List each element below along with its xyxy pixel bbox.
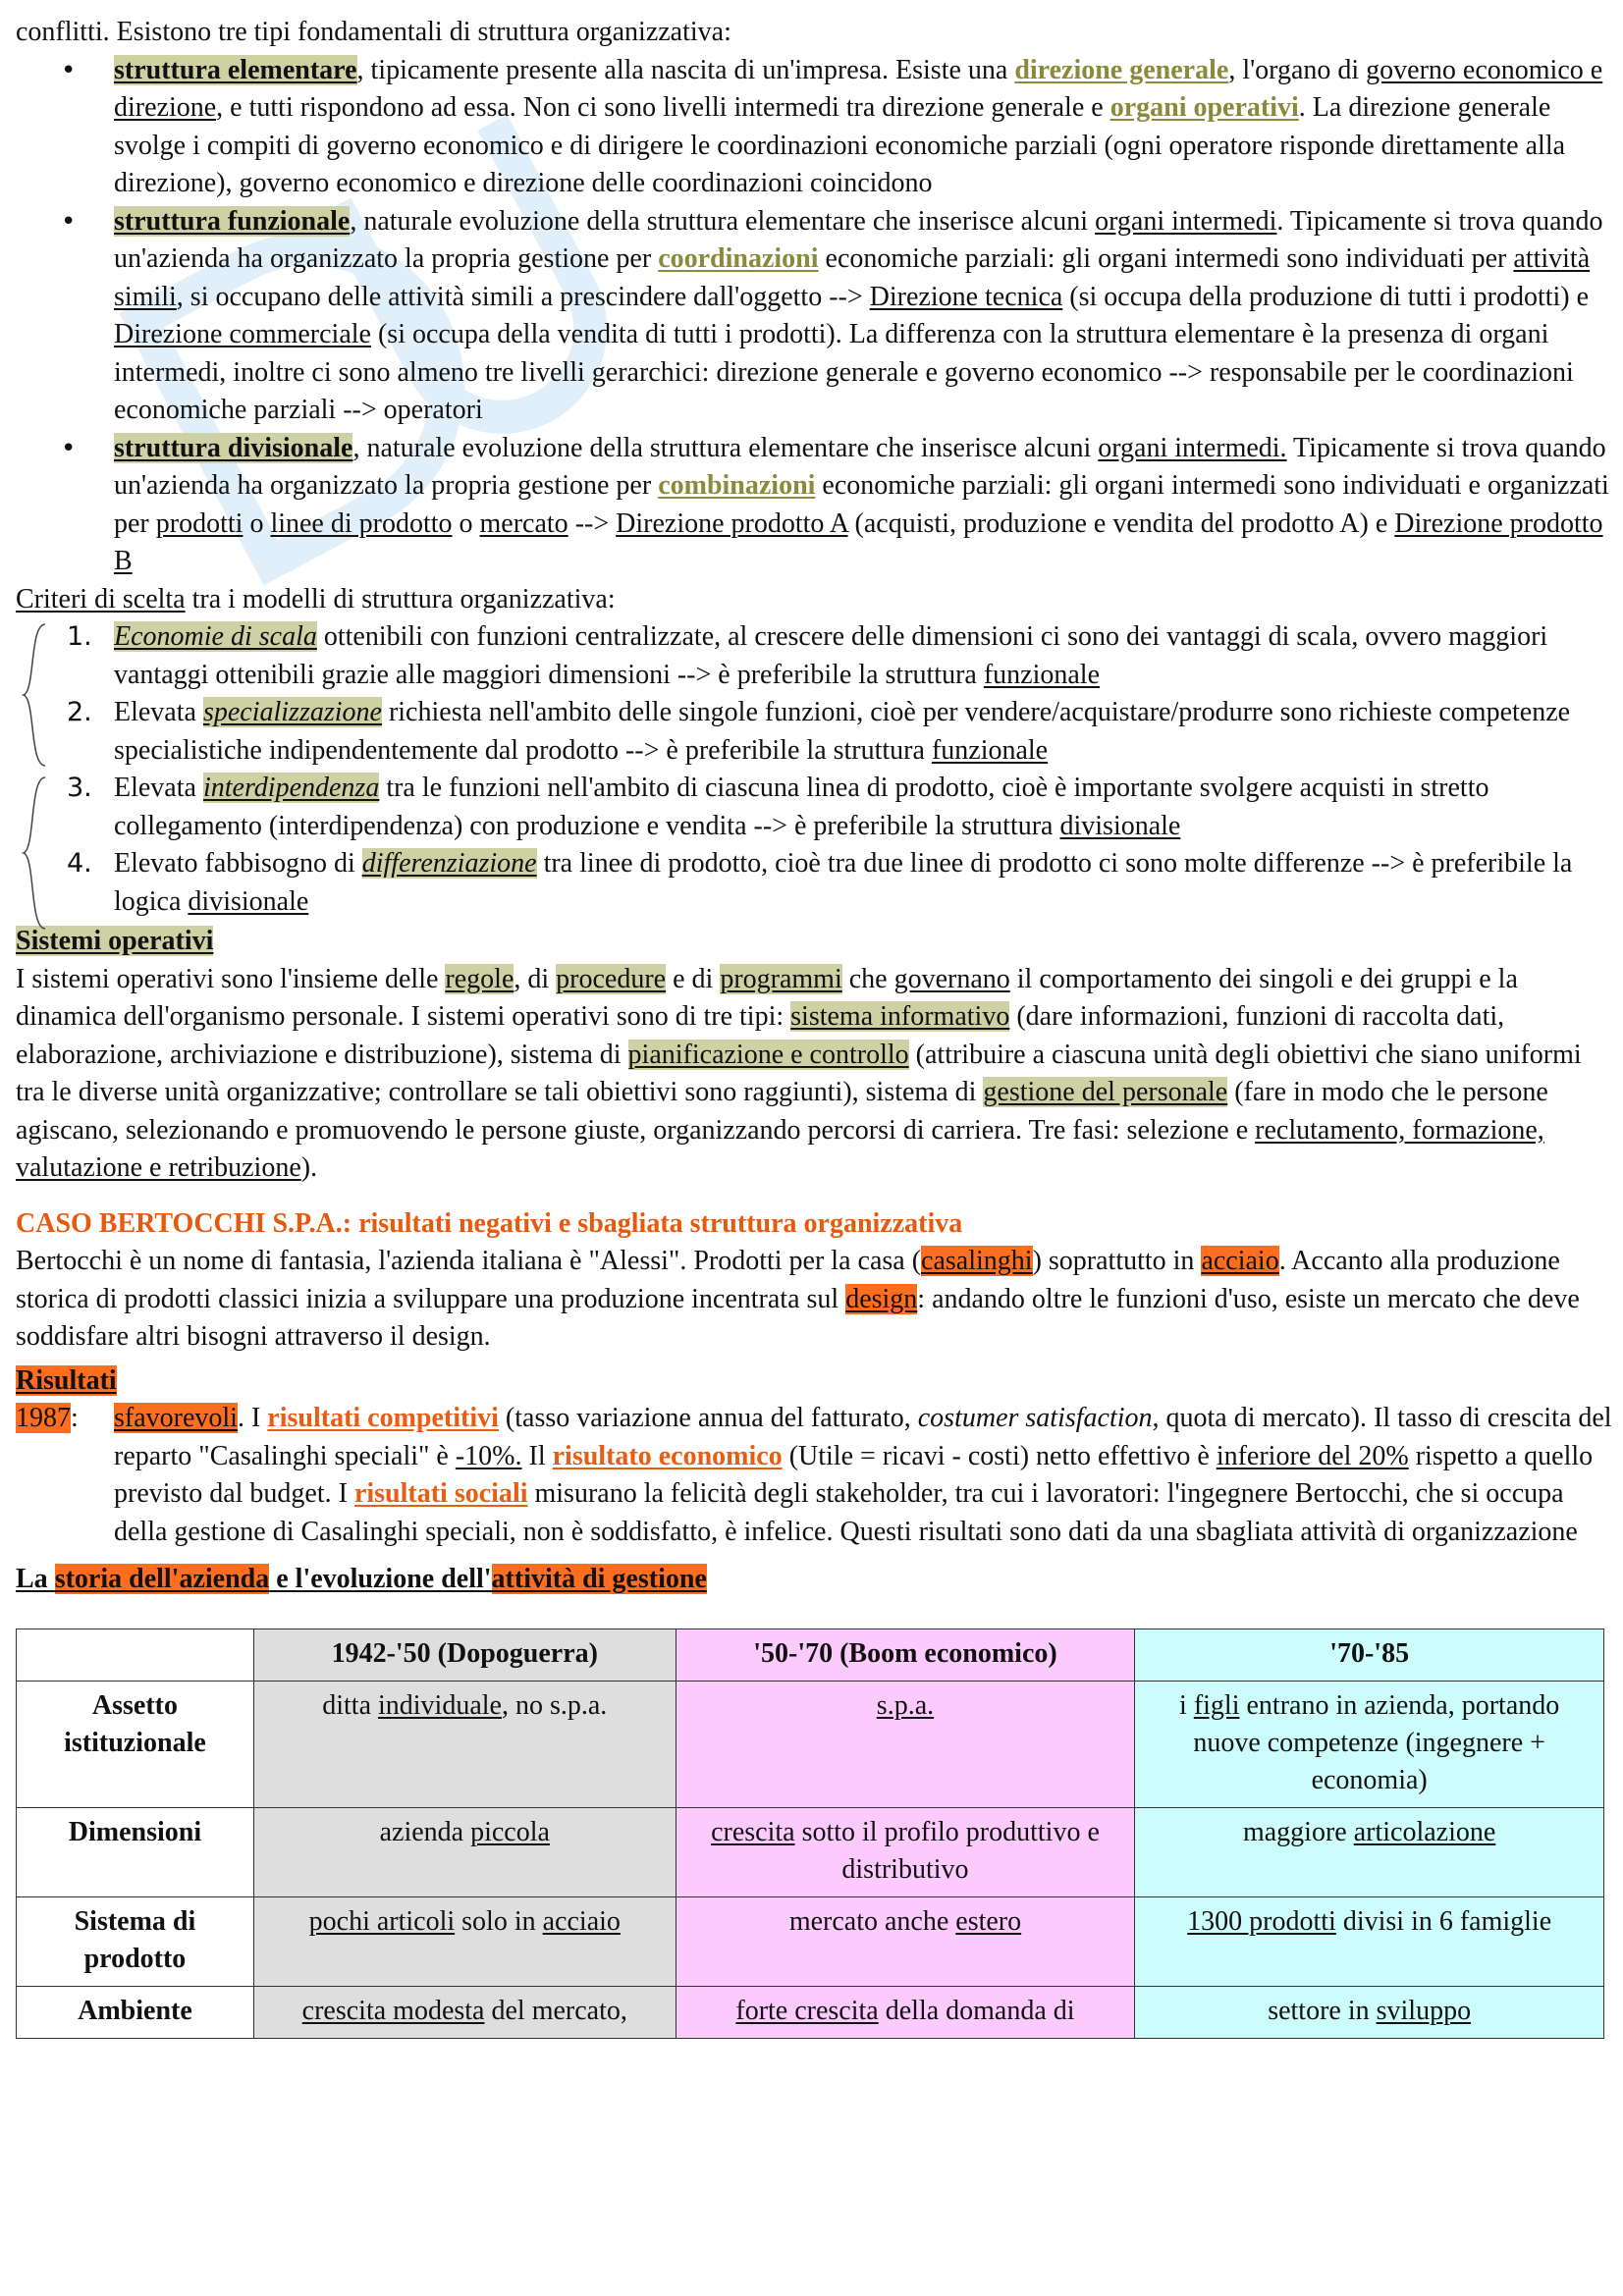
term-struttura-funzionale: struttura funzionale xyxy=(114,205,351,237)
criterio-specializzazione: 2. Elevata specializzazione richiesta nell'ambito delle singole funzioni, cioè per vendere/acquistare/produrre sono richieste competenze specialistiche indipendentemente dal prodotto --> è preferibile la struttura funzionale xyxy=(67,697,1571,766)
table-row xyxy=(17,1681,1604,1807)
sistemi-heading: Sistemi operativi xyxy=(16,926,214,956)
table-cell: crescita sotto il profilo produttivo e distributivo xyxy=(676,1807,1135,1896)
table-cell: 1300 prodotti divisi in 6 famiglie xyxy=(1135,1896,1604,1986)
table-row xyxy=(17,1807,1604,1896)
table-cell: azienda piccola xyxy=(253,1807,676,1896)
document-page xyxy=(16,14,1616,2039)
criterio-economie-di-scala: 1. Economie di scala ottenibili con funzioni centralizzate, al crescere delle dimensioni ci sono dei vantaggi di scala, ovvero maggiori vantaggi ottenibili grazie alle maggiori dimensioni --> è preferibile la struttura funzionale xyxy=(67,621,1548,690)
link-risultati-competitivi[interactable]: risultati competitivi xyxy=(267,1403,499,1433)
row-label: Dimensioni xyxy=(17,1807,254,1896)
link-risultati-sociali[interactable]: risultati sociali xyxy=(353,1478,528,1509)
structure-types-list xyxy=(16,52,1616,581)
table-row xyxy=(17,1986,1604,2038)
table-header: 1942-'50 (Dopoguerra) xyxy=(253,1629,676,1681)
bullet-struttura-divisionale: • struttura divisionale, naturale evoluzione della struttura elementare che inserisce alcuni organi intermedi. Tipicamente si trova quando un'azienda ha organizzato la propria gestione per combinazioni economiche parziali: gli organi intermedi sono individuati e organizzati per prodotti o linee di prodotto o mercato --> Direzione prodotto A (acquisti, produzione e vendita del prodotto A) e Direzione prodotto B xyxy=(16,430,1616,581)
table-header: '50-'70 (Boom economico) xyxy=(676,1629,1135,1681)
term-struttura-elementare: struttura elementare xyxy=(114,54,357,85)
row-label: Sistema di prodotto xyxy=(17,1896,254,1986)
table-corner-cell xyxy=(17,1629,254,1681)
table-cell: pochi articoli solo in acciaio xyxy=(253,1896,676,1986)
intro-line: conflitti. Esistono tre tipi fondamentali di struttura organizzativa: xyxy=(16,17,731,47)
table-header-row xyxy=(17,1629,1604,1681)
sistemi-paragraph: I sistemi operativi sono l'insieme delle regole, di procedure e di programmi che governano il comportamento dei singoli e dei gruppi e la dinamica dell'organismo personale. I sistemi operativi sono di tre tipi: sistema informativo (dare informazioni, funzioni di raccolta dati, elaborazione, archiviazione e distribuzione), sistema di pianificazione e controllo (attribuire a ciascuna unità degli obiettivi che siano uniformi tra le diverse unità organizzative; controllare se tali obiettivi sono raggiunti), sistema di gestione del personale (fare in modo che le persone agiscano, selezionando e promuovendo le persone giuste, organizzando percorsi di carriera. Tre fasi: selezione e reclutamento, formazione, valutazione e retribuzione). xyxy=(16,963,1582,1183)
table-header: '70-'85 xyxy=(1135,1629,1604,1681)
criterio-differenziazione: 4. Elevato fabbisogno di differenziazione tra linee di prodotto, cioè tra due linee di prodotto ci sono molte differenze --> è preferibile la logica divisionale xyxy=(67,848,1573,917)
row-label: Ambiente xyxy=(17,1986,254,2038)
row-label: Assetto istituzionale xyxy=(17,1681,254,1807)
caso-title: CASO BERTOCCHI S.P.A.: risultati negativi e sbagliata struttura organizzativa xyxy=(16,1207,963,1239)
bullet-struttura-elementare: • struttura elementare, tipicamente presente alla nascita di un'impresa. Esiste una direzione generale, l'organo di governo economico e direzione, e tutti rispondono ad essa. Non ci sono livelli intermedi tra direzione generale e organi operativi. La direzione generale svolge i compiti di governo economico e di dirigere le coordinazioni economiche parziali (ogni operatore risponde direttamente alla direzione), governo economico e direzione delle coordinazioni coincidono xyxy=(16,52,1616,203)
term-struttura-divisionale: struttura divisionale xyxy=(114,432,353,463)
criterio-interdipendenza: 3. Elevata interdipendenza tra le funzioni nell'ambito di ciascuna linea di prodotto, cioè è importante svolgere acquisti in stretto collegamento (interdipendenza) con produzione e vendita --> è preferibile la struttura divisionale xyxy=(67,773,1489,841)
table-row xyxy=(17,1896,1604,1986)
table-cell: mercato anche estero xyxy=(676,1896,1135,1986)
year-1987: 1987 xyxy=(16,1403,71,1433)
bullet-struttura-funzionale: • struttura funzionale, naturale evoluzione della struttura elementare che inserisce alcuni organi intermedi. Tipicamente si trova quando un'azienda ha organizzato la propria gestione per coordinazioni economiche parziali: gli organi intermedi sono individuati per attività simili, si occupano delle attività simili a prescindere dall'oggetto --> Direzione tecnica (si occupa della produzione di tutti i prodotti) e Direzione commerciale (si occupa della vendita di tutti i prodotti). La differenza con la struttura elementare è la presenza di organi intermedi, inoltre ci sono almeno tre livelli gerarchici: direzione generale e governo economico --> responsabile per le coordinazioni economiche parziali --> operatori xyxy=(16,203,1616,430)
evolution-table xyxy=(16,1629,1604,2039)
table-cell: maggiore articolazione xyxy=(1135,1807,1604,1896)
table-cell: ditta individuale, no s.p.a. xyxy=(253,1681,676,1807)
link-coordinazioni[interactable]: coordinazioni xyxy=(658,243,819,274)
link-organi-operativi[interactable]: organi operativi xyxy=(1109,92,1299,123)
link-risultato-economico[interactable]: risultato economico xyxy=(552,1440,783,1471)
table-cell: i figli entrano in azienda, portando nuove competenze (ingegnere + economia) xyxy=(1135,1681,1604,1807)
risultati-heading: Risultati xyxy=(16,1364,117,1396)
criteri-block xyxy=(16,618,1616,921)
table-cell: forte crescita della domanda di xyxy=(676,1986,1135,2038)
caso-paragraph: Bertocchi è un nome di fantasia, l'azienda italiana è "Alessi". Prodotti per la casa (casalinghi) soprattutto in acciaio. Accanto alla produzione storica di prodotti classici inizia a sviluppare una produzione incentrata sul design: andando oltre le funzioni d'uso, esiste un mercato che deve soddisfare altri bisogni attraverso il design. xyxy=(16,1246,1580,1352)
table-cell: crescita modesta del mercato, xyxy=(253,1986,676,2038)
criteri-heading: Criteri di scelta tra i modelli di struttura organizzativa: xyxy=(16,583,616,614)
risultati-1987: 1987: sfavorevoli. I risultati competitivi (tasso variazione annua del fatturato, costumer satisfaction, quota di mercato). Il tasso di crescita del reparto "Casalinghi speciali" è -10%. Il risultato economico (Utile = ricavi - costi) netto effettivo è inferiore del 20% rispetto a quello previsto dal budget. I risultati sociali misurano la felicità degli stakeholder, tra cui i lavoratori: l'ingegnere Bertocchi, che si occupa della gestione di Casalinghi speciali, non è soddisfatto, è infelice. Questi risultati sono dati da una sbagliata attività di organizzazione xyxy=(16,1403,1612,1547)
link-combinazioni[interactable]: combinazioni xyxy=(658,470,816,501)
table-cell: settore in sviluppo xyxy=(1135,1986,1604,2038)
criteri-list xyxy=(16,618,1616,921)
storia-heading: La storia dell'azienda e l'evoluzione dell'attività di gestione xyxy=(16,1564,707,1594)
table-cell: s.p.a. xyxy=(676,1681,1135,1807)
link-direzione-generale[interactable]: direzione generale xyxy=(1014,54,1229,85)
